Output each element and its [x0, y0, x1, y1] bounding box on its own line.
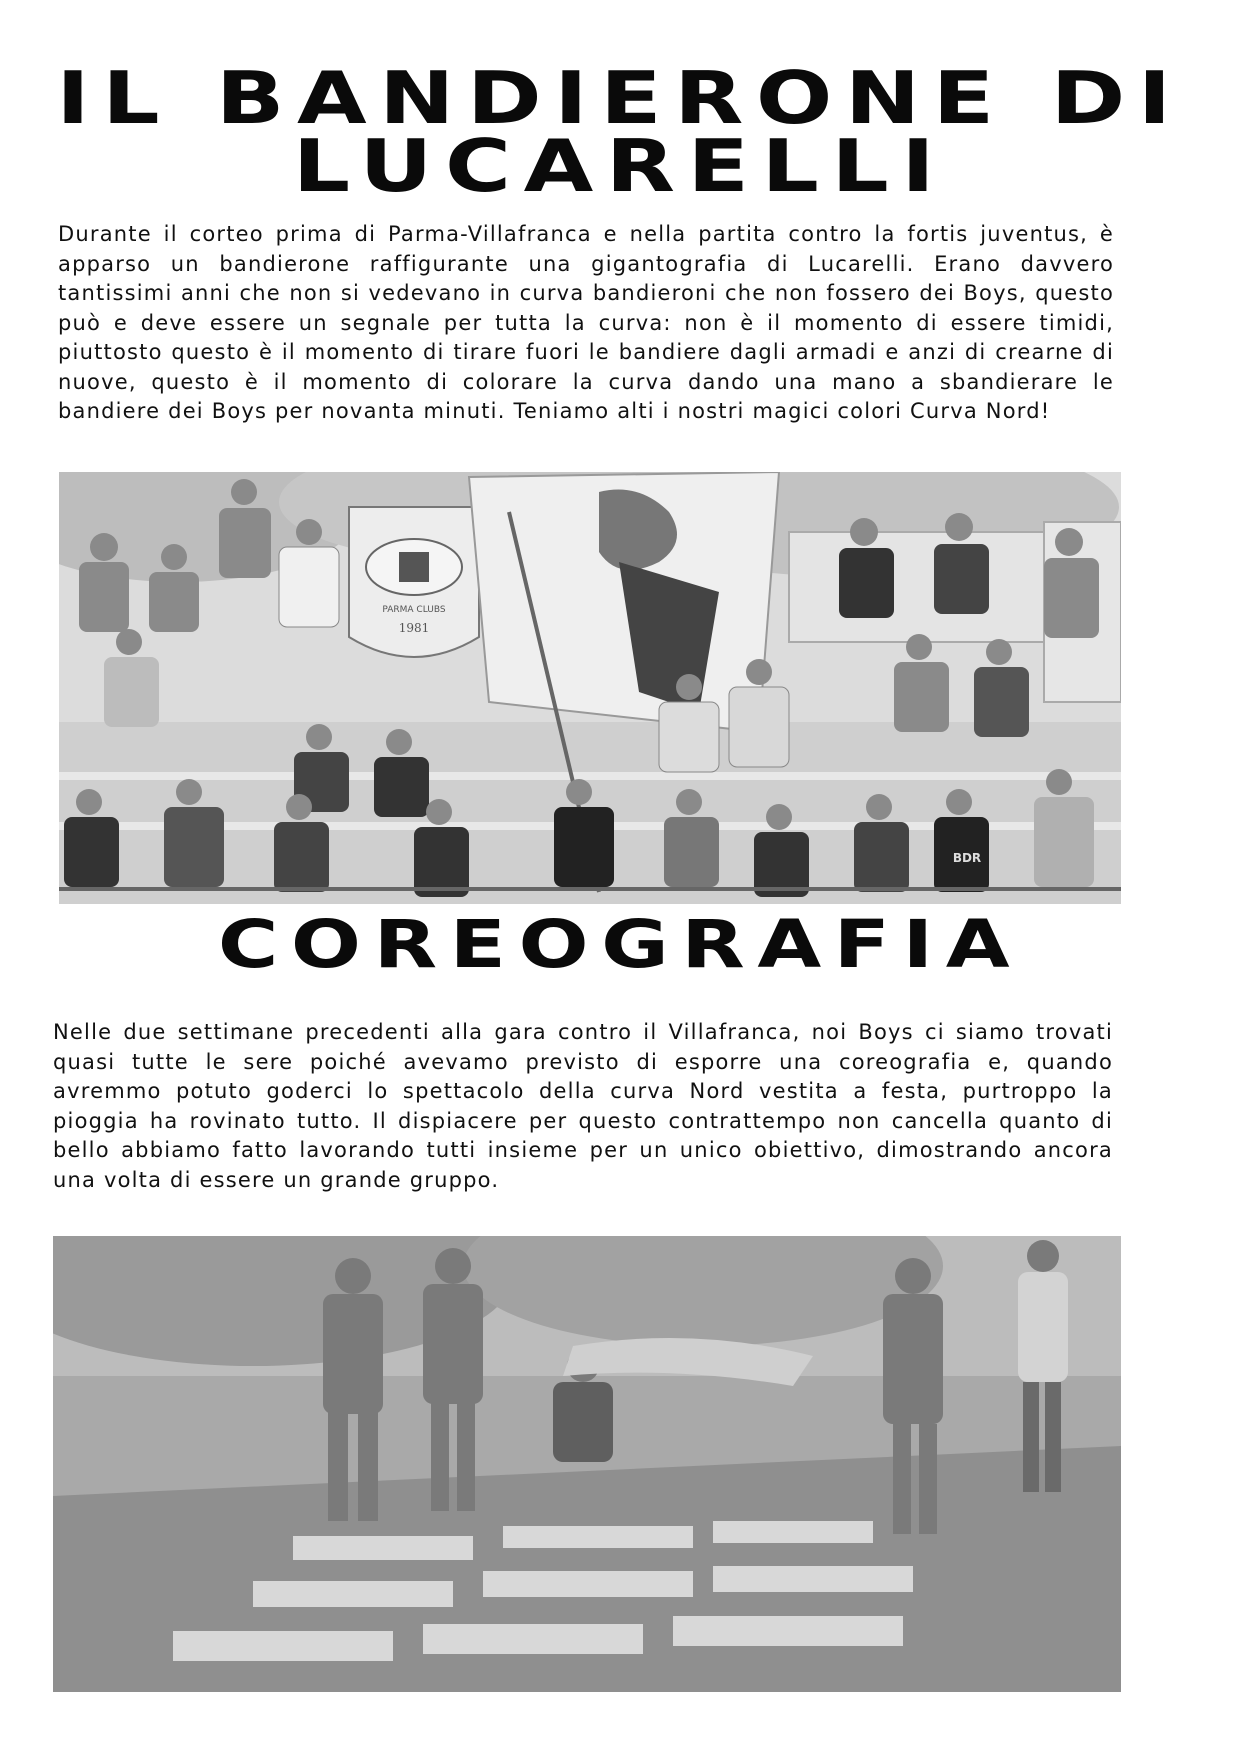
- fans-with-flag-photo: [59, 472, 1121, 904]
- section-title: COREOGRAFIA: [217, 906, 1023, 983]
- article-title-line1: IL BANDIERONE DI: [56, 56, 1184, 140]
- section-body: Nelle due settimane precedenti alla gara contro il Villafranca, noi Boys ci siamo trovati quasi tutte le sere poiché avevamo previsto di esporre una coreografia e, quando avremmo potuto goderci lo spettacolo della curva Nord vestita a festa, purtroppo la pioggia ha rovinato tutto. Il dispiacere per questo contrattempo non cancella quanto di bello abbiamo fatto lavorando tutti insieme per un unico obiettivo, dimostrando ancora una volta di essere un grande gruppo.: [53, 1020, 1113, 1192]
- banner-text: PARMA CLUBS: [382, 605, 446, 615]
- choreography-preparation-photo: [53, 1236, 1121, 1692]
- club-banner: [349, 507, 479, 657]
- banner-year: 1981: [398, 621, 430, 635]
- shirt-text: BDR: [952, 851, 982, 865]
- article-title-line2: LUCARELLI: [292, 124, 948, 208]
- article-body: Durante il corteo prima di Parma-Villafranca e nella partita contro la fortis juventus, è apparso un bandierone raffigurante una gigantografia di Lucarelli. Erano davvero tantissimi anni che non si vedevano in curva bandieroni che non fossero dei Boys, questo può e deve essere un segnale per tutta la curva: non è il momento di essere timidi, piuttosto questo è il momento di tirare fuori le bandiere dagli armadi e anzi di crearne di nuove, questo è il momento di colorare la curva dando una mano a sbandierare le bandiere dei Boys per novanta minuti. Teniamo alti i nostri magici colori Curva Nord!: [58, 222, 1114, 423]
